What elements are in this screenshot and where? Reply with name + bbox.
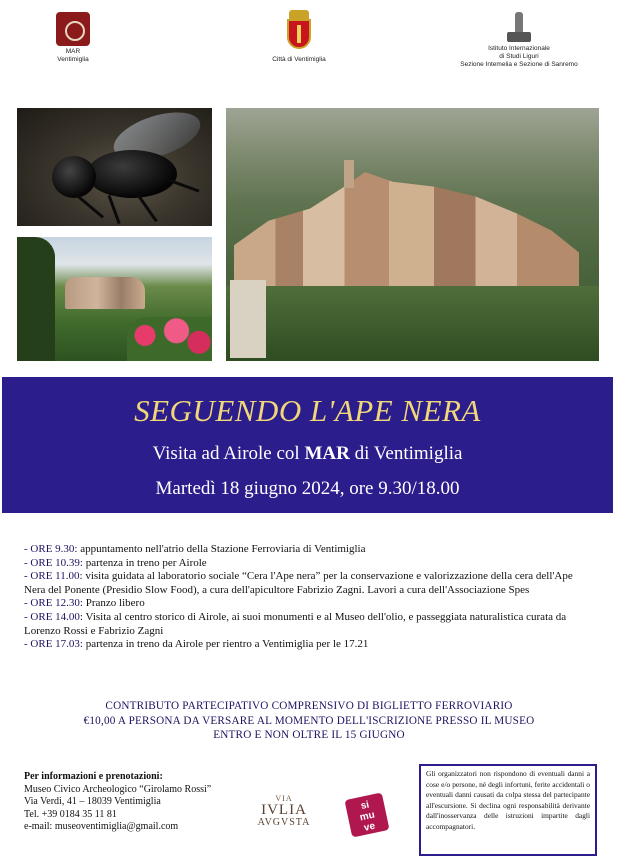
istituto-logo [444,12,594,69]
contribution-line: CONTRIBUTO PARTECIPATIVO COMPRENSIVO DI BIGLIETTO FERROVIARIO [105,700,513,712]
istituto-line1: Istituto Internazionale [488,45,550,52]
contact-info [24,771,244,834]
museum-address: Via Verdi, 41 – 18039 Ventimiglia [24,796,161,808]
city-coat-of-arms-icon [286,10,312,52]
museum-name: Museo Civico Archeologico “Girolamo Rossi” [24,783,212,795]
museum-phone: Tel. +39 0184 35 11 81 [24,808,117,820]
istituto-monument-icon [505,12,533,42]
event-program [24,543,594,652]
mar-logo [52,12,94,64]
event-subtitle: Visita ad Airole col MAR di Ventimiglia [152,443,463,464]
city-logo-text: Città di Ventimiglia [272,56,326,63]
via-iulia-augusta-logo: VIA IVLIA AVGVSTA [257,794,311,828]
event-banner [2,377,613,513]
program-item: - ORE 9.30: appuntamento nell'atrio della Stazione Ferroviaria di Ventimiglia [24,543,366,555]
mar-emblem-icon [56,12,90,46]
istituto-line3: Sezione Intemelia e Sezione di Sanremo [460,61,578,68]
event-title: SEGUENDO L'APE NERA [134,393,481,428]
black-bee-photo [17,108,212,226]
airole-village-photo-large [226,108,599,361]
museum-email: e-mail: museoventimiglia@gmail.com [24,821,179,833]
contribution-line: ENTRO E NON OLTRE IL 15 GIUGNO [213,729,405,741]
event-date: Martedì 18 giugno 2024, ore 9.30/18.00 [155,478,460,499]
program-item: - ORE 17.03: partenza in treno da Airole per rientro a Ventimiglia per le 17.21 [24,638,369,651]
program-item: - ORE 12.30: Pranzo libero [24,597,145,610]
mar-logo-line2: Ventimiglia [57,56,89,63]
mar-logo-line1: MAR [65,48,81,55]
disclaimer-box: Gli organizzatori non rispondono di eventuali danni a cose e/o persone, né degli infortuni, ferite accidentali o eventuali danni causati da colpa stessa del partecipante all'escursione. Si declina ogni responsabilità derivante dall'inosservanza delle istruzioni impartite dagli accompagnatori. [419,764,597,856]
program-item: - ORE 10.39: partenza in treno per Airole [24,556,207,569]
simuve-logo: si mu ve [344,792,389,837]
city-logo [266,10,332,64]
program-item: - ORE 14.00: Visita al centro storico di Airole, ai suoi monumenti e al Museo dell'olio, e passeggiata naturalistica curata da Lorenzo Rossi e Fabrizio Zagni [24,610,567,637]
contribution-notice [20,699,598,743]
airole-village-photo-small [17,237,212,361]
contribution-line: €10,00 A PERSONA DA VERSARE AL MOMENTO DELL'ISCRIZIONE PRESSO IL MUSEO [83,714,535,727]
contact-heading: Per informazioni e prenotazioni: [24,771,163,782]
program-item: - ORE 11.00: visita guidata al laboratorio sociale “Cera l'Ape nera” per la conservazione e valorizzazione della cera dell'Ape Nera del Ponente (Presidio Slow Food), a cura dell'apicultore Fabrizio Zagni. Lavori a cura dell'Associazione Spes [24,570,573,596]
istituto-line2: di Studi Liguri [499,53,539,60]
